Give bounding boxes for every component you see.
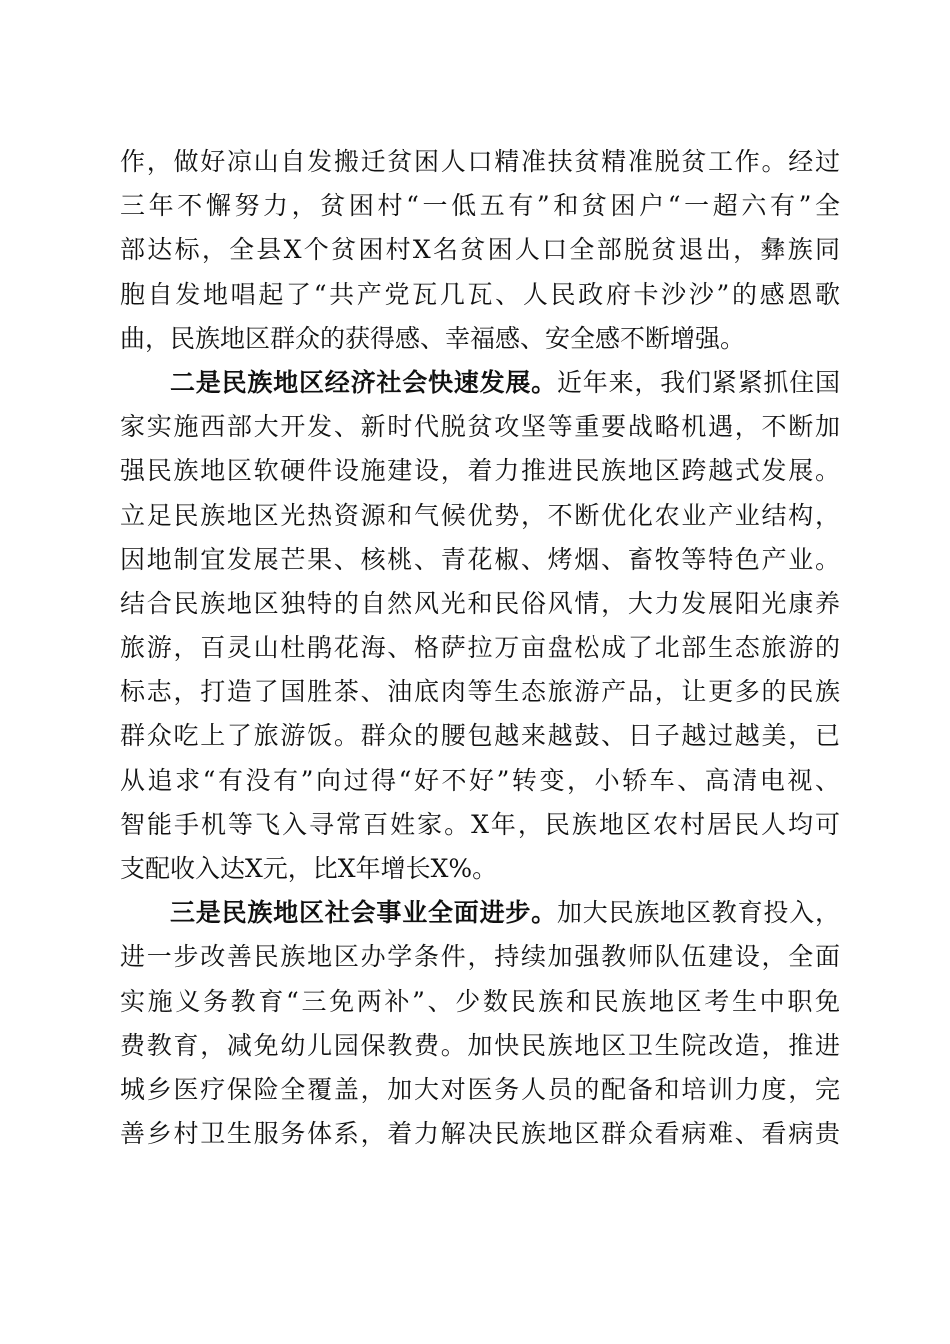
text-line: 支配收入达X元，比X年增长X%。	[120, 854, 498, 883]
text-line: 从追求“有没有”向过得“好不好”转变，小轿车、高清电视、	[120, 765, 840, 795]
text-line: 三年不懈努力，贫困村“一低五有”和贫困户“一超六有”全	[120, 191, 840, 221]
text-line: 强民族地区软硬件设施建设，着力推进民族地区跨越式发展。	[120, 456, 840, 486]
paragraph-1	[120, 140, 840, 361]
text-line: 曲，民族地区群众的获得感、幸福感、安全感不断增强。	[120, 323, 746, 353]
section-heading: 二是民族地区经济社会快速发展。	[170, 367, 557, 397]
text-line: 部达标，全县X个贫困村X名贫困人口全部脱贫退出，彝族同	[120, 235, 840, 265]
text-line	[120, 361, 840, 405]
text-line: 旅游，百灵山杜鹃花海、格萨拉万亩盘松成了北部生态旅游的	[120, 633, 840, 663]
paragraph-2	[120, 361, 840, 891]
text-line: 进一步改善民族地区办学条件，持续加强教师队伍建设，全面	[120, 942, 840, 972]
text-run: 加大民族地区教育投入，	[556, 898, 840, 928]
text-line: 立足民族地区光热资源和气候优势，不断优化农业产业结构，	[120, 500, 840, 530]
text-line: 智能手机等飞入寻常百姓家。X年，民族地区农村居民人均可	[120, 809, 840, 839]
document-body	[120, 140, 840, 1156]
text-line: 城乡医疗保险全覆盖，加大对医务人员的配备和培训力度，完	[120, 1074, 840, 1104]
text-line	[120, 891, 840, 935]
text-line: 善乡村卫生服务体系，着力解决民族地区群众看病难、看病贵	[120, 1119, 840, 1149]
text-line: 费教育，减免幼儿园保教费。加快民族地区卫生院改造，推进	[120, 1030, 840, 1060]
text-line: 胞自发地唱起了“共产党瓦几瓦、人民政府卡沙沙”的感恩歌	[120, 279, 840, 309]
text-line: 标志，打造了国胜茶、油底肉等生态旅游产品，让更多的民族	[120, 677, 840, 707]
section-heading: 三是民族地区社会事业全面进步。	[170, 898, 557, 928]
paragraph-3	[120, 891, 840, 1156]
text-line: 因地制宜发展芒果、核桃、青花椒、烤烟、畜牧等特色产业。	[120, 544, 840, 574]
text-line: 作，做好凉山自发搬迁贫困人口精准扶贫精准脱贫工作。经过	[120, 147, 840, 176]
text-line: 家实施西部大开发、新时代脱贫攻坚等重要战略机遇，不断加	[120, 412, 840, 442]
text-line: 实施义务教育“三免两补”、少数民族和民族地区考生中职免	[120, 986, 840, 1016]
text-line: 群众吃上了旅游饭。群众的腰包越来越鼓、日子越过越美，已	[120, 721, 840, 751]
text-line: 结合民族地区独特的自然风光和民俗风情，大力发展阳光康养	[120, 588, 840, 618]
text-run: 近年来，我们紧紧抓住国	[556, 367, 840, 397]
